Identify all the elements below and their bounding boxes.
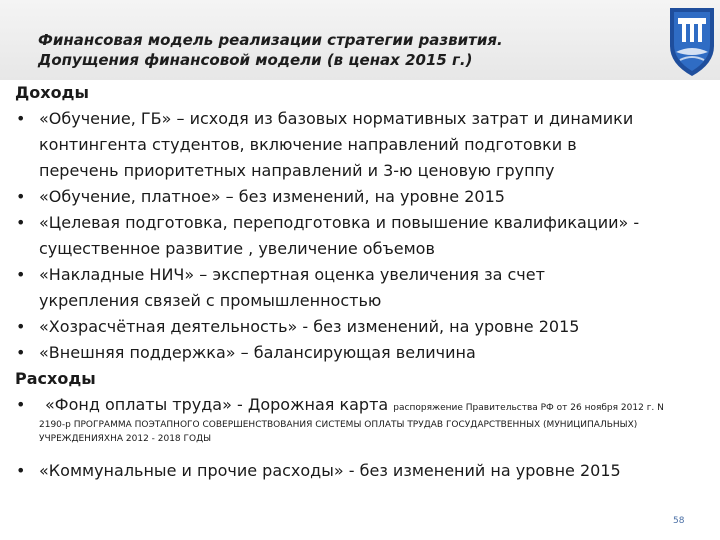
income-item-text: «Накладные НИЧ» – экспертная оценка увеличения за счет xyxy=(39,265,545,284)
income-item-text: «Хозрасчётная деятельность» - без изменений, на уровне 2015 xyxy=(39,317,580,336)
university-emblem-icon xyxy=(664,2,720,82)
title-line-2: Допущения финансовой модели (в ценах 2015 г.) xyxy=(38,51,473,69)
expense-note-line-1: 2190-р ПРОГРАММА ПОЭТАПНОГО СОВЕРШЕНСТВОВАНИЯ СИСТЕМЫ ОПЛАТЫ ТРУДАВ ГОСУДАРСТВЕННЫХ (МУНИЦИПАЛЬНЫХ) xyxy=(39,420,638,430)
slide-body xyxy=(15,80,710,484)
slide-title xyxy=(38,30,503,70)
income-item-2 xyxy=(15,184,710,210)
expense-item-reference: распоряжение Правительства РФ от 26 ноября 2012 г. N xyxy=(393,403,664,413)
bullet: • xyxy=(16,109,26,128)
bullet: • xyxy=(16,265,26,284)
income-heading: Доходы xyxy=(15,83,89,102)
expense-item-text: «Фонд оплаты труда» - Дорожная карта xyxy=(45,395,389,414)
bullet: • xyxy=(16,461,26,480)
bullet: • xyxy=(16,343,26,362)
expense-item-text: «Коммунальные и прочие расходы» - без изменений на уровне 2015 xyxy=(39,461,621,480)
bullet: • xyxy=(16,317,26,336)
income-item-5 xyxy=(15,314,710,340)
income-item-3 xyxy=(15,210,710,262)
income-item-text: контингента студентов, включение направлений подготовки в xyxy=(39,135,577,154)
income-item-4 xyxy=(15,262,710,314)
expense-note-line-2: УЧРЕЖДЕНИЯХНА 2012 - 2018 ГОДЫ xyxy=(39,434,212,444)
page-number: 58 xyxy=(673,516,685,526)
expense-item-2 xyxy=(15,458,710,484)
expense-item-1 xyxy=(15,392,710,418)
income-item-text: перечень приоритетных направлений и 3-ю ценовую группу xyxy=(39,161,555,180)
income-item-text: «Целевая подготовка, переподготовка и повышение квалификации» - xyxy=(39,213,640,232)
income-item-text: существенное развитие , увеличение объемов xyxy=(39,239,435,258)
income-item-1 xyxy=(15,106,710,184)
bullet: • xyxy=(16,395,26,414)
income-item-text: «Обучение, ГБ» – исходя из базовых нормативных затрат и динамики xyxy=(39,109,634,128)
income-item-text: «Обучение, платное» – без изменений, на уровне 2015 xyxy=(39,187,505,206)
bullet: • xyxy=(16,187,26,206)
income-item-6 xyxy=(15,340,710,366)
income-item-text: «Внешняя поддержка» – балансирующая величина xyxy=(39,343,476,362)
expenses-heading: Расходы xyxy=(15,369,96,388)
income-item-text: укрепления связей с промышленностью xyxy=(39,291,382,310)
title-line-1: Финансовая модель реализации стратегии развития. xyxy=(38,31,503,49)
bullet: • xyxy=(16,213,26,232)
spacer xyxy=(15,446,710,458)
